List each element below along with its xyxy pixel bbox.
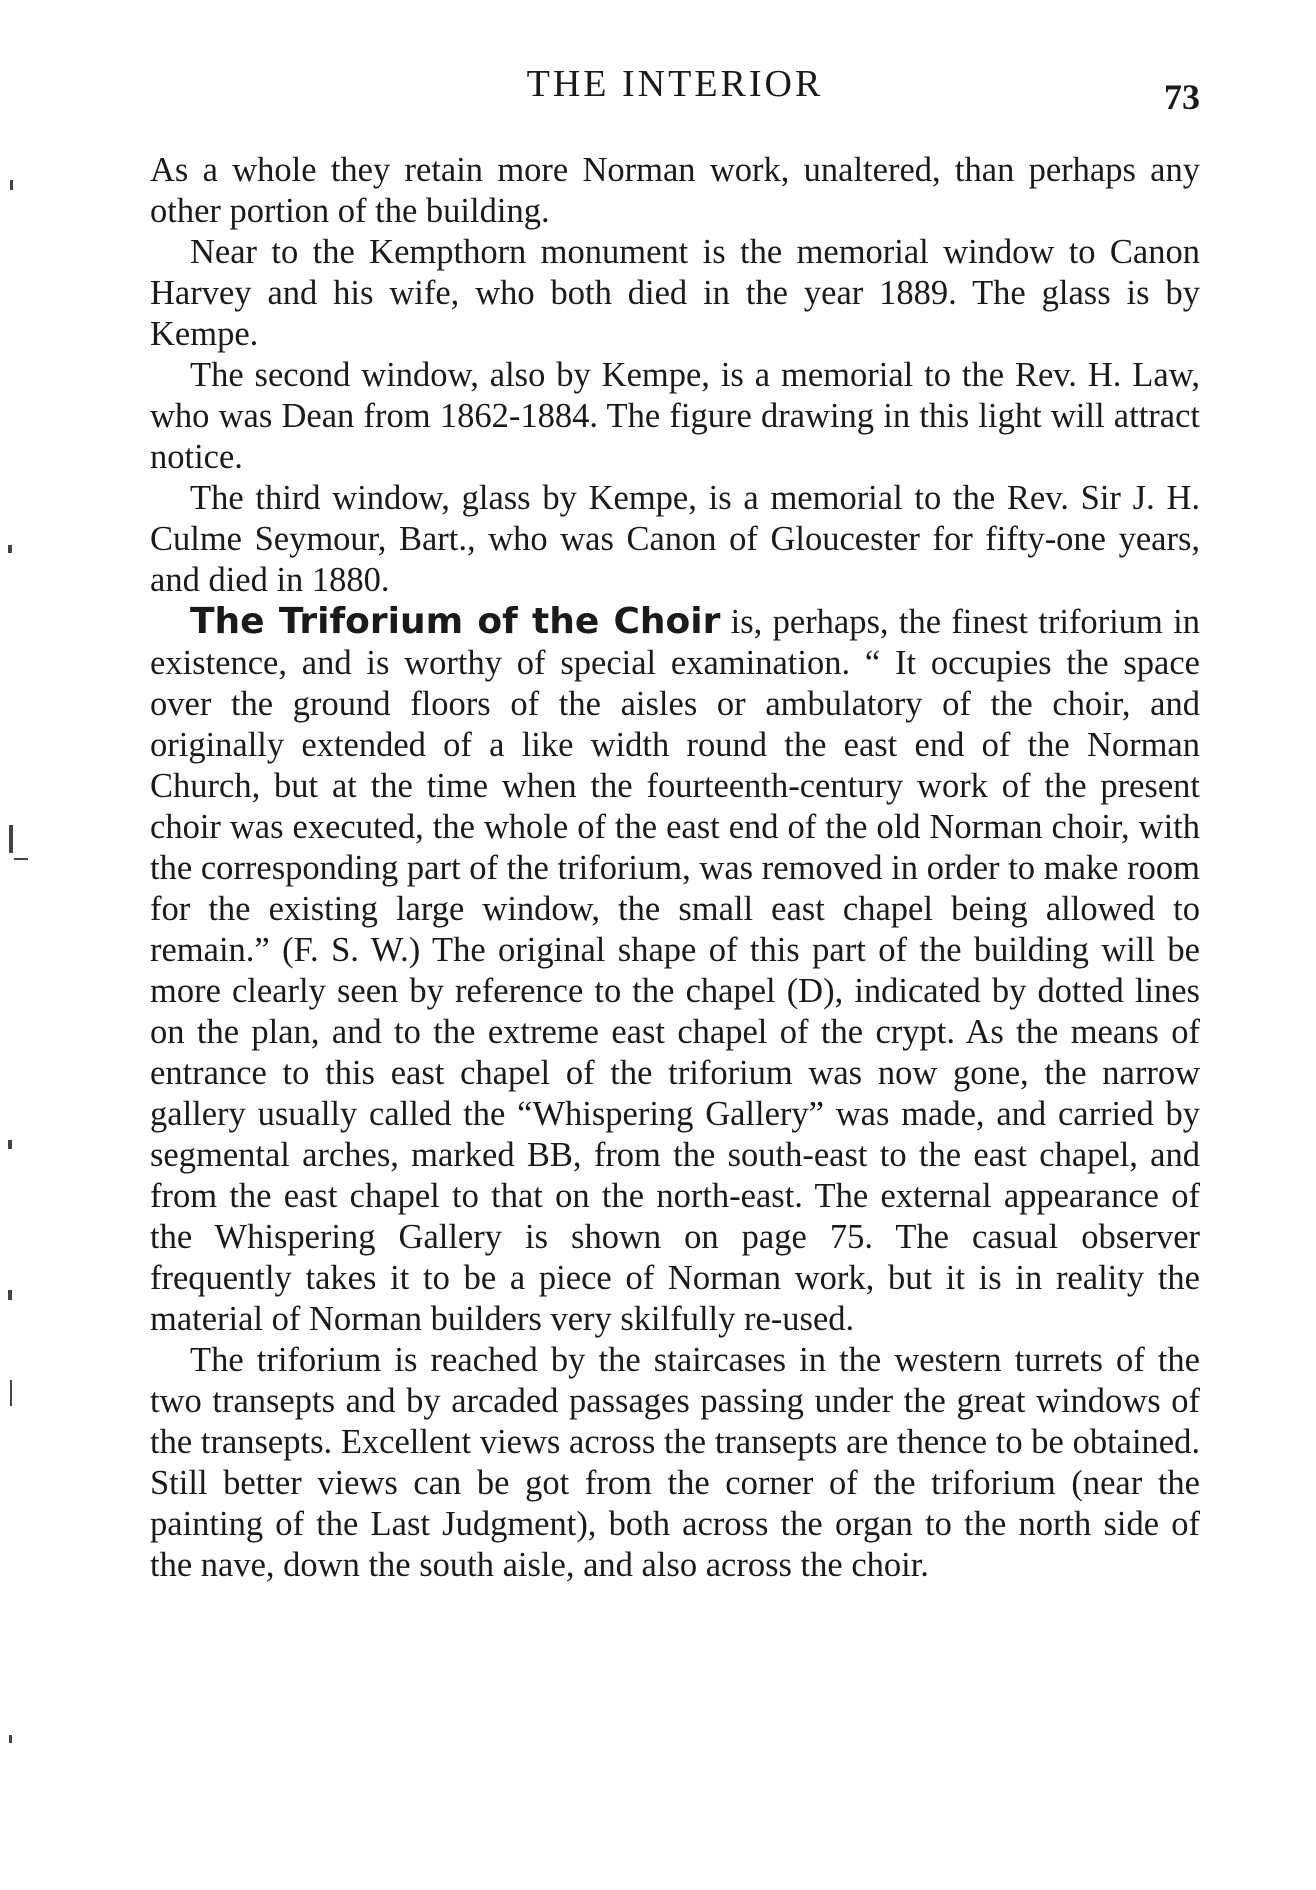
page-number: 73 <box>1164 77 1200 117</box>
running-title: THE INTERIOR <box>526 63 824 105</box>
margin-speck <box>8 1140 12 1149</box>
paragraph-triforium <box>150 601 1200 1340</box>
margin-artifacts <box>0 0 60 1890</box>
margin-speck <box>8 545 12 553</box>
paragraph: The second window, also by Kempe, is a memorial to the Rev. H. Law, who was Dean from 1862-1884. The figure drawing in this light will attract notice. <box>150 356 1200 476</box>
body-text <box>150 150 1200 1586</box>
paragraph: As a whole they retain more Norman work, unaltered, than perhaps any other portion of the building. <box>150 151 1200 230</box>
paragraph-text: is, perhaps, the finest triforium in existence, and is worthy of special examination. “ It occupies the space over the ground floors of the aisles or ambulatory of the choir, and originally extended of a like width round the east end of the Norman Church, but at the time when the fourteenth-century work of the present choir was executed, the whole of the east end of the old Norman choir, with the corresponding part of the triforium, was removed in order to make room for the existing large window, the small east chapel being allowed to remain.” (F. S. W.) The original shape of this part of the building will be more clearly seen by reference to the chapel (D), indicated by dotted lines on the plan, and to the extreme east chapel of the crypt. As the means of entrance to this east chapel of the triforium was now gone, the narrow gallery usually called the “Whispering Gallery” was made, and carried by segmental arches, marked BB, from the south-east to the east chapel, and from the east chapel to that on the north-east. The external appearance of the Whispering Gallery is shown on page 75. The casual observer frequently takes it to be a piece of Norman work, but it is in reality the material of Norman builders very skilfully re-used. <box>150 603 1200 1338</box>
paragraph: The third window, glass by Kempe, is a memorial to the Rev. Sir J. H. Culme Seymour, Bart., who was Canon of Gloucester for fifty-one years, and died in 1880. <box>150 479 1200 599</box>
paragraph: The triforium is reached by the staircases in the western turrets of the two transepts and by arcaded passages passing under the great windows of the transepts. Excellent views across the transepts are thence to be obtained. Still better views can be got from the corner of the triforium (near the painting of the Last Judgment), both across the organ to the north side of the nave, down the south aisle, and also across the choir. <box>150 1341 1200 1584</box>
margin-speck <box>14 858 28 860</box>
section-heading: The Triforium of the Choir <box>190 601 721 642</box>
margin-speck <box>9 825 13 853</box>
margin-speck <box>8 1290 12 1300</box>
margin-speck <box>10 1380 12 1406</box>
running-head <box>150 62 1200 122</box>
margin-speck <box>9 1735 12 1743</box>
paragraph: Near to the Kempthorn monument is the memorial window to Canon Harvey and his wife, who both died in the year 1889. The glass is by Kempe. <box>150 233 1200 353</box>
margin-speck <box>10 180 13 190</box>
